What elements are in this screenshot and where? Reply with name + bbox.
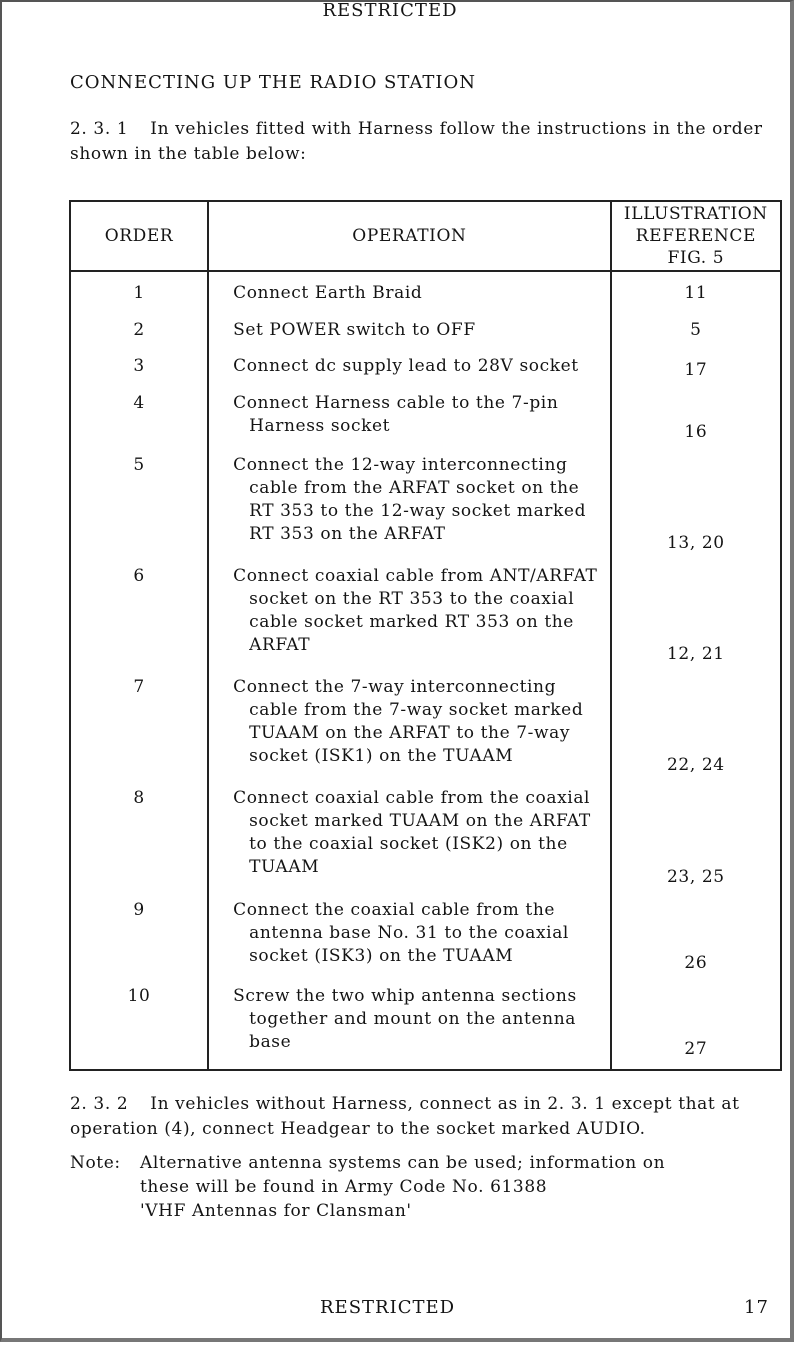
table-row: [70, 889, 781, 975]
header-reference-line2: REFERENCE: [635, 226, 756, 246]
table-row: [70, 555, 781, 666]
row-reference: 27: [611, 975, 781, 1070]
row-reference: 26: [611, 889, 781, 975]
page-number: 17: [744, 1297, 769, 1318]
row-operation: [208, 382, 611, 444]
header-operation: OPERATION: [208, 201, 611, 271]
paragraph-text: In vehicles fitted with Harness follow the instructions in the order shown in the table below:: [70, 119, 763, 164]
operation-text: Set POWER switch to OFF: [233, 319, 476, 340]
table-row: [70, 271, 781, 309]
footer-classification: RESTRICTED: [320, 1297, 456, 1318]
note-body: [140, 1151, 782, 1223]
row-reference: 11: [611, 271, 781, 309]
table-row: [70, 444, 781, 555]
section-title: CONNECTING UP THE RADIO STATION: [70, 72, 477, 93]
row-order: 4: [70, 382, 208, 444]
operation-text: Connect coaxial cable from the coaxial socket marked TUAAM on the ARFAT to the coaxial socket (ISK2) on the TUAAM: [233, 788, 591, 878]
paragraph-2-3-1: [70, 117, 782, 167]
table-header-row: [70, 201, 781, 271]
note-line: Alternative antenna systems can be used; information on: [140, 1153, 666, 1173]
operation-text: Screw the two whip antenna sections together and mount on the antenna base: [233, 985, 577, 1052]
row-operation: [208, 345, 611, 382]
operation-text: Connect the 12-way interconnecting cable from the ARFAT socket on the RT 353 to the 12-way socket marked RT 353 on the ARFAT: [233, 454, 587, 544]
row-order: 1: [70, 271, 208, 309]
paragraph-2-3-2: [70, 1092, 782, 1142]
row-operation: [208, 555, 611, 666]
row-reference: 17: [611, 345, 781, 382]
row-operation: [208, 444, 611, 555]
row-order: 2: [70, 309, 208, 346]
note: [70, 1151, 782, 1223]
row-reference: 22, 24: [611, 666, 781, 777]
table-row: [70, 975, 781, 1070]
header-order: ORDER: [70, 201, 208, 271]
table-row: [70, 382, 781, 444]
row-operation: [208, 975, 611, 1070]
row-operation: [208, 309, 611, 346]
row-order: 5: [70, 444, 208, 555]
row-order: 7: [70, 666, 208, 777]
row-order: 8: [70, 777, 208, 888]
row-reference: 12, 21: [611, 555, 781, 666]
operation-text: Connect Harness cable to the 7-pin Harness socket: [233, 393, 559, 437]
note-line: 'VHF Antennas for Clansman': [140, 1201, 412, 1221]
header-reference-line1: ILLUSTRATION: [623, 204, 768, 224]
header-classification: RESTRICTED: [322, 0, 458, 21]
row-operation: [208, 777, 611, 888]
table-row: [70, 777, 781, 888]
row-reference: 5: [611, 309, 781, 346]
row-operation: [208, 271, 611, 309]
note-label: Note:: [70, 1153, 121, 1173]
paragraph-number: 2. 3. 1: [70, 119, 129, 139]
row-order: 6: [70, 555, 208, 666]
table-row: [70, 666, 781, 777]
row-reference: 23, 25: [611, 777, 781, 888]
row-order: 9: [70, 889, 208, 975]
connection-table: [69, 200, 782, 1071]
row-order: 3: [70, 345, 208, 382]
table-row: [70, 309, 781, 346]
header-reference: [611, 201, 781, 271]
row-reference: 16: [611, 382, 781, 444]
row-order: 10: [70, 975, 208, 1070]
row-reference: 13, 20: [611, 444, 781, 555]
operation-text: Connect Earth Braid: [233, 283, 423, 303]
paragraph-number: 2. 3. 2: [70, 1094, 129, 1114]
operation-text: Connect the coaxial cable from the antenna base No. 31 to the coaxial socket (ISK3) on the TUAAM: [233, 899, 569, 966]
operation-text: Connect coaxial cable from ANT/ARFAT socket on the RT 353 to the coaxial cable socket marked RT 353 on the ARFAT: [233, 565, 598, 655]
operation-text: Connect the 7-way interconnecting cable from the 7-way socket marked TUAAM on the ARFAT to the 7-way socket (ISK1) on the TUAAM: [233, 677, 584, 767]
table-row: [70, 345, 781, 382]
row-operation: [208, 666, 611, 777]
paragraph-text: In vehicles without Harness, connect as in 2. 3. 1 except that at operation (4), connect Headgear to the socket marked AUDIO.: [70, 1094, 740, 1139]
operation-text: Connect dc supply lead to 28V socket: [233, 356, 579, 377]
row-operation: [208, 889, 611, 975]
note-line: these will be found in Army Code No. 61388: [140, 1177, 548, 1197]
header-reference-line3: FIG. 5: [667, 248, 725, 268]
